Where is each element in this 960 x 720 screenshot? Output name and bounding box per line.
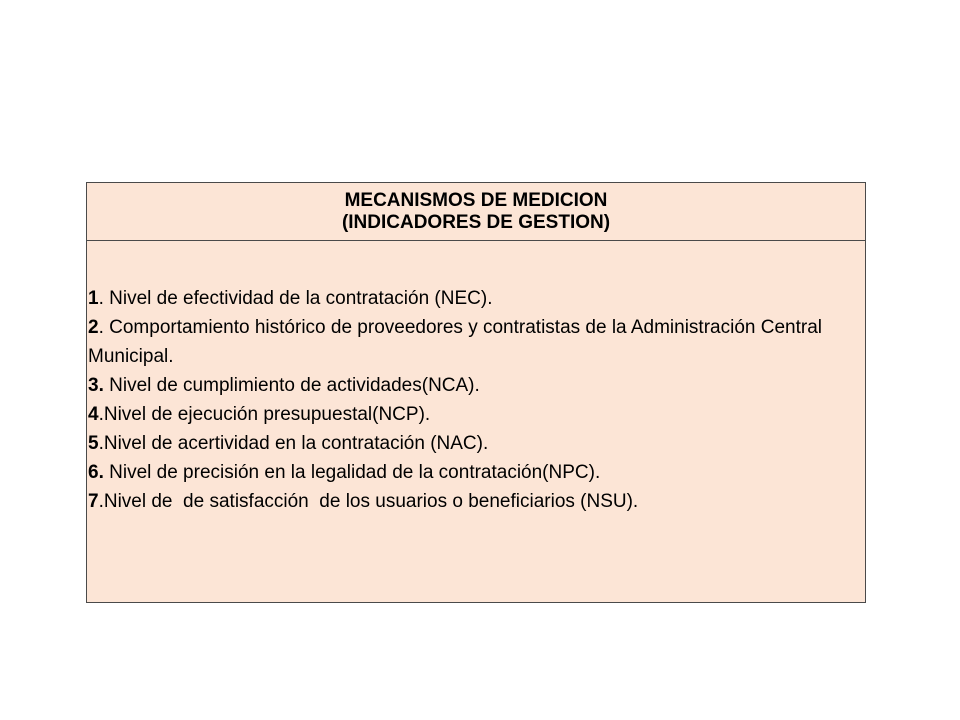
indicator-text: .Nivel de de satisfacción de los usuarios o beneficiarios (NSU). (98, 491, 639, 512)
indicators-table (86, 182, 866, 603)
indicator-text: Nivel de cumplimiento de actividades(NCA). (103, 375, 480, 396)
indicator-number: 5 (88, 433, 99, 454)
table-body-row (87, 241, 866, 603)
indicator-number: 1 (88, 288, 99, 309)
indicator-number: 3. (88, 375, 104, 396)
indicator-item (88, 313, 865, 371)
indicator-item (88, 371, 865, 400)
table-header-row (87, 183, 866, 241)
indicator-item (88, 487, 865, 516)
header-subtitle: (INDICADORES DE GESTION) (341, 211, 611, 233)
indicator-item (88, 429, 865, 458)
indicator-number: 2 (88, 317, 99, 338)
indicator-item (88, 458, 865, 487)
indicator-number: 7 (88, 491, 99, 512)
indicator-text: . Comportamiento histórico de proveedores y contratistas de la Administración Central Municipal. (88, 317, 828, 367)
indicator-text: Nivel de precisión en la legalidad de la contratación(NPC). (103, 462, 601, 483)
indicator-text: .Nivel de ejecución presupuestal(NCP). (98, 404, 431, 425)
indicator-text: .Nivel de acertividad en la contratación (NAC). (98, 433, 489, 454)
indicator-number: 4 (88, 404, 99, 425)
indicator-list-cell (87, 241, 866, 603)
table-header-cell (87, 183, 866, 241)
indicator-text: . Nivel de efectividad de la contratación (NEC). (98, 288, 493, 309)
indicator-item (88, 284, 865, 313)
header-title: MECANISMOS DE MEDICION (344, 189, 608, 211)
indicator-number: 6. (88, 462, 104, 483)
indicator-item (88, 400, 865, 429)
